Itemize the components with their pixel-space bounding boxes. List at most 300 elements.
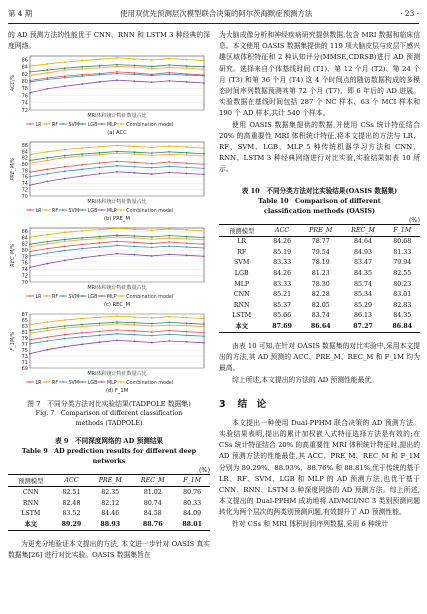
legend-marker [101, 296, 103, 298]
data-point [203, 75, 205, 77]
table-cell: 82.48 [62, 499, 81, 507]
data-point [134, 334, 136, 336]
data-point [168, 241, 170, 243]
data-point [81, 318, 83, 320]
data-point [186, 66, 188, 68]
data-point [64, 157, 66, 159]
table-cell: LGB [234, 270, 249, 278]
y-tick-label: 76 [21, 261, 28, 268]
data-point [64, 346, 66, 348]
data-point [151, 75, 153, 77]
data-point [168, 162, 170, 164]
data-point [116, 340, 118, 342]
data-point [47, 79, 49, 81]
column-header: 预测模型 [219, 224, 264, 236]
data-point [99, 81, 101, 83]
data-point [99, 173, 101, 175]
data-point [29, 255, 31, 257]
data-point [168, 65, 170, 67]
data-point [64, 155, 66, 157]
data-point [81, 60, 83, 62]
issue-number: 第 4 期 [8, 8, 33, 18]
data-point [47, 330, 49, 332]
data-point [29, 176, 31, 178]
data-point [134, 229, 136, 231]
table-cell: 84.64 [354, 238, 373, 246]
data-point [168, 72, 170, 74]
legend-label: MLP [107, 123, 117, 129]
y-tick-label: 73 [21, 354, 28, 361]
table-row [8, 487, 210, 498]
series-line-mlp [30, 341, 204, 354]
data-point [29, 185, 31, 187]
column-header: PRE_M [89, 475, 131, 487]
data-point [168, 238, 170, 240]
data-point [134, 254, 136, 256]
table-cell: 78.77 [311, 238, 330, 246]
data-point [47, 151, 49, 153]
data-point [99, 317, 101, 319]
y-tick-label: 74 [21, 267, 28, 274]
table-cell: RNN [233, 301, 250, 309]
y-tick-label: 74 [21, 181, 28, 188]
table-cell: 81.33 [393, 248, 412, 256]
y-tick-label: 78 [21, 86, 28, 93]
data-point [134, 162, 136, 164]
data-point [151, 239, 153, 241]
data-point [186, 331, 188, 333]
data-point [99, 242, 101, 244]
data-point [168, 334, 170, 336]
data-point [47, 63, 49, 65]
data-point [151, 163, 153, 165]
data-point [81, 169, 83, 171]
data-point [134, 74, 136, 76]
table-cell: 82.28 [311, 291, 330, 299]
x-axis-label: MRI体积统计特征数量占比 [87, 285, 147, 292]
section-number: 3 [219, 398, 226, 410]
legend-marker [120, 124, 122, 126]
table-cell: 83.33 [273, 259, 292, 267]
legend-label: MLP [107, 381, 117, 387]
table-9 [8, 474, 210, 530]
y-axis-label: ACC/% [10, 74, 16, 92]
x-axis-label: MRI体积统计特征数量占比 [87, 113, 147, 120]
data-point [203, 66, 205, 68]
data-point [151, 230, 153, 232]
data-point [151, 323, 153, 325]
y-tick-label: 87 [21, 312, 28, 319]
data-point [29, 71, 31, 73]
data-point [186, 155, 188, 157]
data-point [64, 241, 66, 243]
y-tick-label: 74 [21, 101, 28, 108]
data-point [64, 68, 66, 70]
table-cell: CNN [233, 291, 250, 299]
table-cell: 83.52 [62, 510, 81, 518]
data-point [151, 342, 153, 344]
data-point [116, 171, 118, 173]
section-heading [219, 396, 420, 410]
data-point [203, 332, 205, 334]
legend-marker [46, 296, 48, 298]
column-header: REC_M [342, 224, 385, 236]
y-tick-label: 86 [21, 57, 28, 64]
paragraph: 本文提出一种使用 Dual-PPHM 联合决策的 AD 预测方法。实验结果表明,提出的累计加权嵌入式特征选择方法是有效的;在 CSs 统计特征结合 20% 的高重要性 MRI 体积统计特征时,提出的 AD 预测方法的性能最佳,其 ACC、PRE_M、REC_M 和 F_1M 分别为 89.29%、88.93%、88.76% 和 88.81%,优于传统的基于 LR、RF、SVM、LGB 和 MLP 的 AD 预测方法,也优于基于 CNN、RNN、LSTM 3 种深度网络的 AD 预测方法。综上所述,本文提出的 Dual-PPHM 成功地将 AD/MCI/NC 3 类别预测问题转化为两个层次的两类别预测问题,有效提升了 AD 预测性能。 [219, 418, 420, 517]
data-point [151, 82, 153, 84]
legend-label: RF [52, 209, 59, 215]
x-axis-label: MRI体积统计特征数量占比 [87, 371, 147, 378]
data-point [168, 325, 170, 327]
data-point [134, 317, 136, 319]
paragraph: 的 AD 预测方法的性能优于 CNN、RNN 和 LSTM 3 种经典的深度网络。 [8, 31, 210, 51]
figure-caption-cn: 图 7 不同分类方法对比实验结果(TADPOLE 数据集) [27, 400, 191, 409]
legend-marker [101, 382, 103, 384]
line-chart [8, 310, 210, 396]
data-point [116, 322, 118, 324]
data-point [29, 343, 31, 345]
table-9-title-cn: 表 9 不同深度网络的 AD 预测结果 [54, 437, 164, 446]
running-header [8, 6, 419, 20]
data-point [81, 164, 83, 166]
table-row [219, 279, 420, 290]
table-cell: 84.93 [354, 248, 373, 256]
legend-label: LGB [87, 295, 98, 301]
data-point [134, 242, 136, 244]
data-point [116, 245, 118, 247]
data-point [64, 178, 66, 180]
data-point [134, 246, 136, 248]
data-point [64, 239, 66, 241]
data-point [116, 329, 118, 331]
data-point [81, 257, 83, 259]
data-point [151, 155, 153, 157]
data-point [186, 152, 188, 154]
data-point [168, 235, 170, 237]
table-cell: 88.93 [89, 519, 131, 530]
y-tick-label: 82 [21, 72, 28, 79]
plot-frame [30, 142, 204, 196]
table-row [219, 268, 420, 279]
data-point [29, 75, 31, 77]
chart-sublabel: (a) ACC [107, 130, 127, 137]
table-cell: 82.05 [311, 301, 330, 309]
data-point [81, 344, 83, 346]
data-point [134, 235, 136, 237]
table-cell: 85.21 [273, 291, 292, 299]
data-point [134, 330, 136, 332]
table-cell: 83.33 [273, 280, 292, 288]
data-point [29, 267, 31, 269]
data-point [134, 322, 136, 324]
legend-marker [29, 296, 31, 298]
figure-caption-en-2: methods (TADPOLE) [75, 419, 143, 428]
table-cell: SVM [234, 259, 250, 267]
table-cell: 84.26 [273, 270, 292, 278]
table-cell: 80.76 [183, 489, 202, 496]
line-chart [8, 224, 210, 310]
x-axis-label: MRI体积统计特征数量占比 [87, 199, 147, 206]
data-point [203, 168, 205, 170]
table-10 [219, 224, 420, 333]
paragraph: 使用 OASIS 数据集提供的数据,并使用 CSs 统计特征结合 20% 的高重要性 MRI 体积统计特征,将本文提出的方法与 LR、RF、SVM、LGB、MLP 5 种传统机器学习方法和 CNN、RNN、LSTM 3 种经典网络进行对比实验,实验结果如表 10 所示。 [219, 120, 420, 174]
data-point [29, 330, 31, 332]
data-point [186, 323, 188, 325]
data-point [29, 333, 31, 335]
data-point [203, 342, 205, 344]
legend-label: Combination model [126, 381, 174, 387]
y-tick-label: 78 [21, 254, 28, 261]
data-point [134, 324, 136, 326]
data-point [29, 172, 31, 174]
legend-marker [120, 210, 122, 212]
paragraph: 综上所述,本文提出的方法的 AD 预测性能最优。 [232, 375, 378, 384]
table-cell: 82.51 [62, 489, 81, 496]
chart-sublabel: (d) F_1M [105, 388, 129, 395]
legend-marker [62, 296, 64, 298]
data-point [134, 146, 136, 148]
data-point [134, 237, 136, 239]
data-point [47, 157, 49, 159]
table-9-unit: (%) [198, 466, 210, 475]
data-point [186, 59, 188, 61]
table-cell: 81.02 [143, 489, 162, 496]
legend-label: LR [35, 209, 42, 215]
legend-marker [46, 382, 48, 384]
data-point [99, 162, 101, 164]
legend-label: Combination model [126, 209, 174, 215]
legend-label: LGB [87, 123, 98, 129]
data-point [47, 328, 49, 330]
data-point [116, 64, 118, 66]
data-point [81, 326, 83, 328]
data-point [203, 336, 205, 338]
data-point [186, 325, 188, 327]
data-point [81, 76, 83, 78]
data-point [64, 77, 66, 79]
column-header: PRE_M [300, 224, 342, 236]
column-header: ACC [54, 475, 90, 487]
table-10-title-en-2: classification methods (OASIS) [263, 206, 376, 215]
data-point [81, 248, 83, 250]
data-point [81, 332, 83, 334]
data-point [186, 335, 188, 337]
data-point [47, 263, 49, 265]
data-point [134, 172, 136, 174]
data-point [186, 167, 188, 169]
figure-7 [8, 52, 210, 396]
table-cell: 89.29 [54, 519, 90, 530]
table-10-unit: (%) [408, 215, 420, 224]
data-point [203, 69, 205, 71]
data-point [64, 232, 66, 234]
data-point [64, 166, 66, 168]
table-cell: 82.83 [393, 301, 412, 309]
data-point [151, 147, 153, 149]
column-header: F_1M [384, 224, 420, 236]
y-tick-label: 76 [21, 93, 28, 100]
data-point [168, 166, 170, 168]
data-point [116, 153, 118, 155]
y-tick-label: 75 [21, 348, 28, 355]
y-tick-label: 69 [21, 366, 28, 373]
paragraph: 针对 CSs 和 MRI 体积时间序列数据,采用 6 种统计 [232, 519, 389, 528]
table-cell: 80.23 [393, 280, 412, 288]
data-point [186, 255, 188, 257]
data-point [116, 145, 118, 147]
table-row [219, 290, 420, 301]
data-point [116, 66, 118, 68]
table-row [8, 498, 210, 509]
data-point [203, 60, 205, 62]
data-point [203, 164, 205, 166]
table-cell: 本文 [219, 321, 264, 332]
data-point [29, 237, 31, 239]
data-point [64, 250, 66, 252]
data-point [47, 72, 49, 74]
data-point [203, 83, 205, 85]
data-point [168, 74, 170, 76]
data-point [29, 339, 31, 341]
legend-label: RF [52, 295, 59, 301]
table-row [219, 258, 420, 269]
data-point [168, 341, 170, 343]
data-point [81, 175, 83, 177]
y-tick-label: 76 [21, 175, 28, 182]
y-tick-label: 86 [21, 143, 28, 150]
series-line-svm [30, 334, 204, 344]
series-line-mlp [30, 81, 204, 94]
y-tick-label: 77 [21, 342, 28, 349]
y-tick-label: 84 [21, 235, 28, 242]
y-tick-label: 70 [21, 194, 28, 201]
legend-marker [81, 210, 83, 212]
data-point [134, 65, 136, 67]
legend-marker [62, 124, 64, 126]
data-point [99, 325, 101, 327]
data-point [203, 155, 205, 157]
table-cell: 78.19 [311, 259, 330, 267]
data-point [99, 67, 101, 69]
y-tick-label: 80 [21, 79, 28, 86]
data-point [47, 181, 49, 183]
data-point [47, 88, 49, 90]
y-tick-label: 79 [21, 336, 28, 343]
data-point [116, 316, 118, 318]
left-column [8, 30, 210, 561]
y-tick-label: 78 [21, 168, 28, 175]
data-point [29, 324, 31, 326]
data-point [168, 172, 170, 174]
data-point [29, 163, 31, 165]
data-point [81, 324, 83, 326]
data-point [99, 247, 101, 249]
data-point [151, 335, 153, 337]
table-cell: 本文 [8, 519, 54, 530]
page-number: · 23 · [400, 8, 419, 18]
table-cell: 84.09 [183, 510, 202, 518]
legend-marker [29, 382, 31, 384]
data-point [47, 160, 49, 162]
data-point [81, 230, 83, 232]
data-point [29, 66, 31, 68]
data-point [116, 228, 118, 230]
table-cell: 87.27 [342, 321, 385, 332]
data-point [168, 151, 170, 153]
data-point [99, 342, 101, 344]
table-cell: 88.76 [131, 519, 174, 530]
legend-marker [81, 124, 83, 126]
table-10-title-en: Table 10 Comparison of different [258, 196, 381, 205]
data-point [99, 167, 101, 169]
data-point [99, 335, 101, 337]
data-point [64, 326, 66, 328]
table-row [8, 519, 210, 530]
data-point [47, 169, 49, 171]
data-point [29, 244, 31, 246]
data-point [151, 174, 153, 176]
section-title: 结 论 [237, 398, 267, 410]
data-point [116, 80, 118, 82]
data-point [186, 68, 188, 70]
header-rule [8, 23, 419, 24]
data-point [116, 241, 118, 243]
y-axis-label: PRE_M/% [10, 157, 16, 181]
data-point [134, 58, 136, 60]
legend-label: LR [35, 295, 42, 301]
table-cell: 82.55 [393, 270, 412, 278]
data-point [99, 238, 101, 240]
data-point [64, 260, 66, 262]
data-point [151, 59, 153, 61]
data-point [64, 149, 66, 151]
data-point [47, 349, 49, 351]
data-point [29, 246, 31, 248]
data-point [203, 244, 205, 246]
data-point [64, 86, 66, 88]
data-point [81, 239, 83, 241]
data-point [116, 151, 118, 153]
table-row [219, 236, 420, 247]
data-point [203, 230, 205, 232]
data-point [186, 229, 188, 231]
table-cell: 84.35 [354, 270, 373, 278]
table-cell: 80.33 [183, 499, 202, 507]
data-point [81, 84, 83, 86]
data-point [116, 333, 118, 335]
data-point [29, 251, 31, 253]
table-cell: LSTM [21, 510, 41, 518]
line-chart [8, 138, 210, 224]
data-point [81, 336, 83, 338]
data-point [168, 58, 170, 60]
table-cell: CNN [22, 489, 39, 496]
data-point [64, 320, 66, 322]
data-point [151, 317, 153, 319]
table-cell: 83.01 [393, 291, 412, 299]
table-cell: 88.01 [174, 519, 210, 530]
data-point [116, 253, 118, 255]
y-tick-label: 71 [21, 360, 28, 367]
paragraph: 为大脑成像分析和神经疾病研究提供数据,包含 MRI 数据和临床信息。本文使用 OASIS 数据集提供的 119 项大脑皮层与皮层下感兴趣区域体积特征和 2 种认知评分(MMSE,CDRSB)进行 AD 预测研究。选择来自个体基线时间 (T1)、第 12 个月 (T2)、第 24 个月 (T3) 和第 36 个月 (T4) 这 4 个时间点的随访数据构成的多模态时间序列数据预测其第 72 个月 (T7)、即 6 年后的 AD 进展。实验数据在基线时间包括 287 个 NC 样本、63 个 MCI 样本和 190 个 AD 样本,共计 540 个样本。 [219, 31, 420, 118]
data-point [168, 322, 170, 324]
data-point [186, 341, 188, 343]
data-point [47, 337, 49, 339]
data-point [168, 316, 170, 318]
table-cell: RNN [22, 499, 39, 507]
legend-label: SVM [68, 209, 79, 215]
data-point [116, 57, 118, 59]
